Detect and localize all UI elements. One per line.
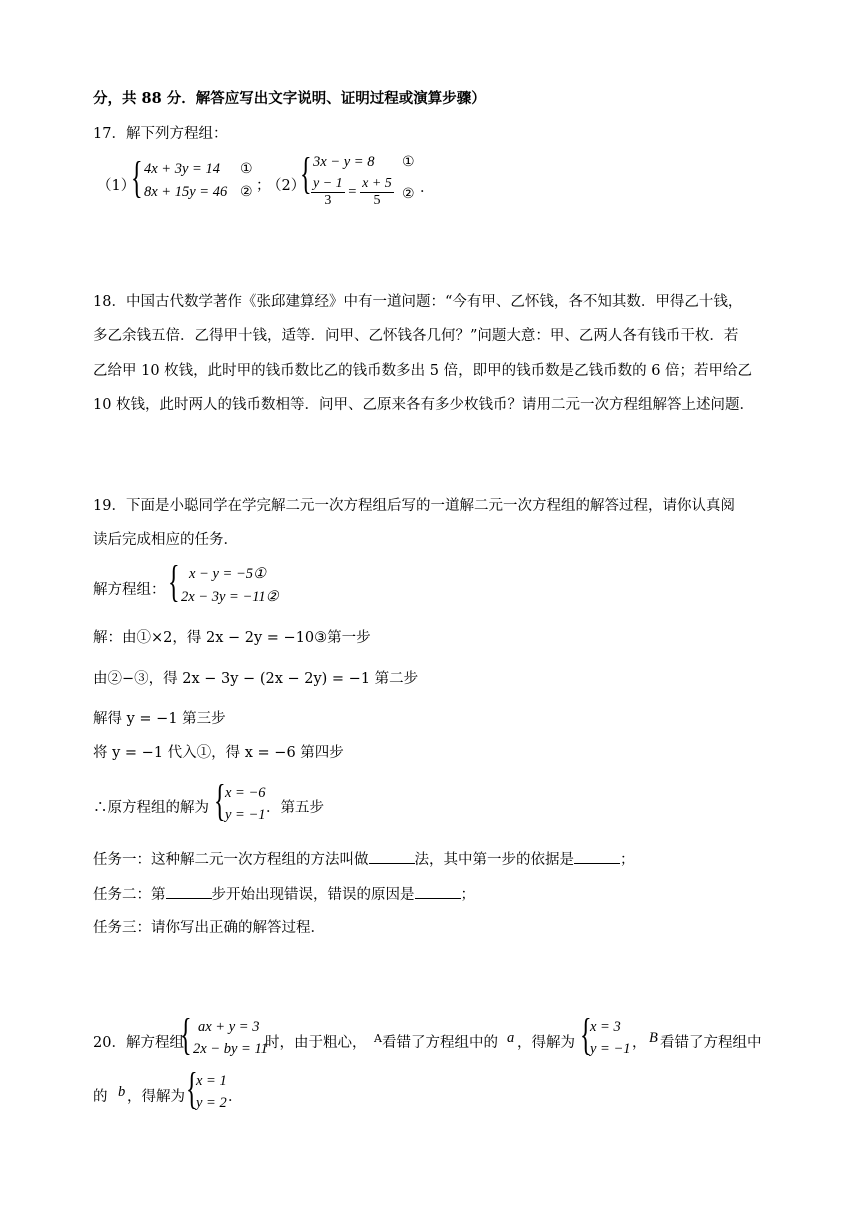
q18-line: 多乙余钱五倍．乙得甲十钱，适等．问甲、乙怀钱各几何？”问题大意：甲、乙两人各有钱币干枚．若 xyxy=(93,328,739,344)
circled-two-mark: ② xyxy=(402,186,415,202)
task-text: ； xyxy=(620,852,635,868)
q20-s2-eq2: y = 2 xyxy=(196,1095,227,1111)
q19-task3: 任务三：请你写出正确的解答过程． xyxy=(93,920,325,936)
q19-step5-label: ∴原方程组的解为 xyxy=(93,800,209,816)
q20-text: ，得解为 xyxy=(127,1089,185,1105)
q20-text: 看错了方程组中的 xyxy=(382,1035,498,1051)
q19-line: 19．下面是小聪同学在学完解二元一次方程组后写的一道解二元一次方程组的解答过程，请你认真阅 xyxy=(93,498,735,514)
task-text: 任务一：这种解二元一次方程组的方法叫做 xyxy=(93,852,369,868)
q17-p2-eq2 xyxy=(311,176,394,209)
task-text: 任务二：第 xyxy=(93,887,166,903)
q20-s1-eq1: x = 3 xyxy=(590,1019,621,1035)
q20-text: 的 xyxy=(93,1089,108,1105)
q19-eq1: x − y = −5① xyxy=(189,566,266,582)
person-a: A xyxy=(374,1032,382,1045)
left-brace-icon: { xyxy=(300,149,312,198)
q19-step2: 由②−③，得 2x − 3y − (2x − 2y) = −1 第二步 xyxy=(93,671,419,687)
q19-task1 xyxy=(93,849,635,870)
answer-blank[interactable] xyxy=(415,884,461,899)
q20-s1-eq2: y = −1 xyxy=(590,1041,631,1057)
fraction-numerator: y − 1 xyxy=(313,176,343,191)
q20-text: ，得解为 xyxy=(517,1035,575,1051)
q20-label: 20．解方程组 xyxy=(93,1035,184,1051)
q17-end-period: ． xyxy=(420,180,435,196)
left-brace-icon: { xyxy=(131,153,143,202)
circled-two-mark: ② xyxy=(240,184,253,200)
q17-p2-eq1: 3x − y = 8 xyxy=(313,154,375,170)
q20-s2-eq1: x = 1 xyxy=(196,1073,227,1089)
q19-step1: 解：由①×2，得 2x − 2y = −10③第一步 xyxy=(93,630,371,646)
q17-part1-label: （1） xyxy=(97,178,136,194)
q18-line: 乙给甲 10 枚钱，此时甲的钱币数比乙的钱币数多出 5 倍，即甲的钱币数是乙钱币数的 6 倍；若甲给乙 xyxy=(93,363,753,379)
q20-text: ， xyxy=(632,1035,647,1051)
q20-text: 看错了方程组中 xyxy=(660,1035,762,1051)
q20-end: ． xyxy=(228,1089,243,1105)
q17-p1-eq2: 8x + 15y = 46 xyxy=(144,184,228,200)
q17-title: 17．解下列方程组： xyxy=(93,126,228,142)
fraction xyxy=(311,176,345,209)
var-b: b xyxy=(118,1084,126,1100)
q20-text: 时，由于粗心， xyxy=(265,1035,367,1051)
q19-step5-eq1: x = −6 xyxy=(225,785,266,801)
left-brace-icon: { xyxy=(180,1010,192,1059)
answer-blank[interactable] xyxy=(369,849,415,864)
left-brace-icon: { xyxy=(580,1010,592,1059)
fraction-denominator: 5 xyxy=(373,193,381,208)
q20-eq1: ax + y = 3 xyxy=(198,1019,260,1035)
task-text: 法，其中第一步的依据是 xyxy=(414,852,574,868)
answer-blank[interactable] xyxy=(166,884,212,899)
q19-step5-tail: ．第五步 xyxy=(266,800,324,816)
answer-blank[interactable] xyxy=(574,849,620,864)
q18-line: 18．中国古代数学著作《张邱建算经》中有一道问题：“今有甲、乙怀钱，各不知其数．甲得乙十钱， xyxy=(93,294,743,310)
person-b: B xyxy=(649,1030,658,1046)
left-brace-icon: { xyxy=(168,557,180,606)
circled-one-mark: ① xyxy=(240,161,253,177)
equals-sign: = xyxy=(348,183,357,200)
q17-p1-eq1: 4x + 3y = 14 xyxy=(144,161,220,177)
q19-task2 xyxy=(93,884,475,905)
section-header: 分，共 88 分．解答应写出文字说明、证明过程或演算步骤） xyxy=(93,90,486,107)
fraction-numerator: x + 5 xyxy=(362,176,392,191)
circled-one-mark: ① xyxy=(402,154,415,170)
left-brace-icon: { xyxy=(214,776,226,825)
q18-line: 10 枚钱，此时两人的钱币数相等．问甲、乙原来各有多少枚钱币？请用二元一次方程组解答上述问题． xyxy=(93,397,755,413)
fraction xyxy=(360,176,394,209)
q19-eq2: 2x − 3y = −11② xyxy=(181,589,279,605)
q17-part2-label: （2） xyxy=(267,178,306,194)
q17-separator: ； xyxy=(256,178,271,194)
q19-system-label: 解方程组： xyxy=(93,582,166,598)
fraction-denominator: 3 xyxy=(324,193,332,208)
left-brace-icon: { xyxy=(186,1064,198,1113)
q19-line: 读后完成相应的任务． xyxy=(93,532,238,548)
q19-step3: 解得 y = −1 第三步 xyxy=(93,711,226,727)
q19-step5-eq2: y = −1 xyxy=(225,807,266,823)
q19-step4: 将 y = −1 代入①，得 x = −6 第四步 xyxy=(93,745,344,761)
q20-eq2: 2x − by = 11 xyxy=(193,1041,268,1057)
task-text: 步开始出现错误，错误的原因是 xyxy=(211,887,415,903)
var-a: a xyxy=(507,1030,515,1046)
task-text: ； xyxy=(460,887,475,903)
